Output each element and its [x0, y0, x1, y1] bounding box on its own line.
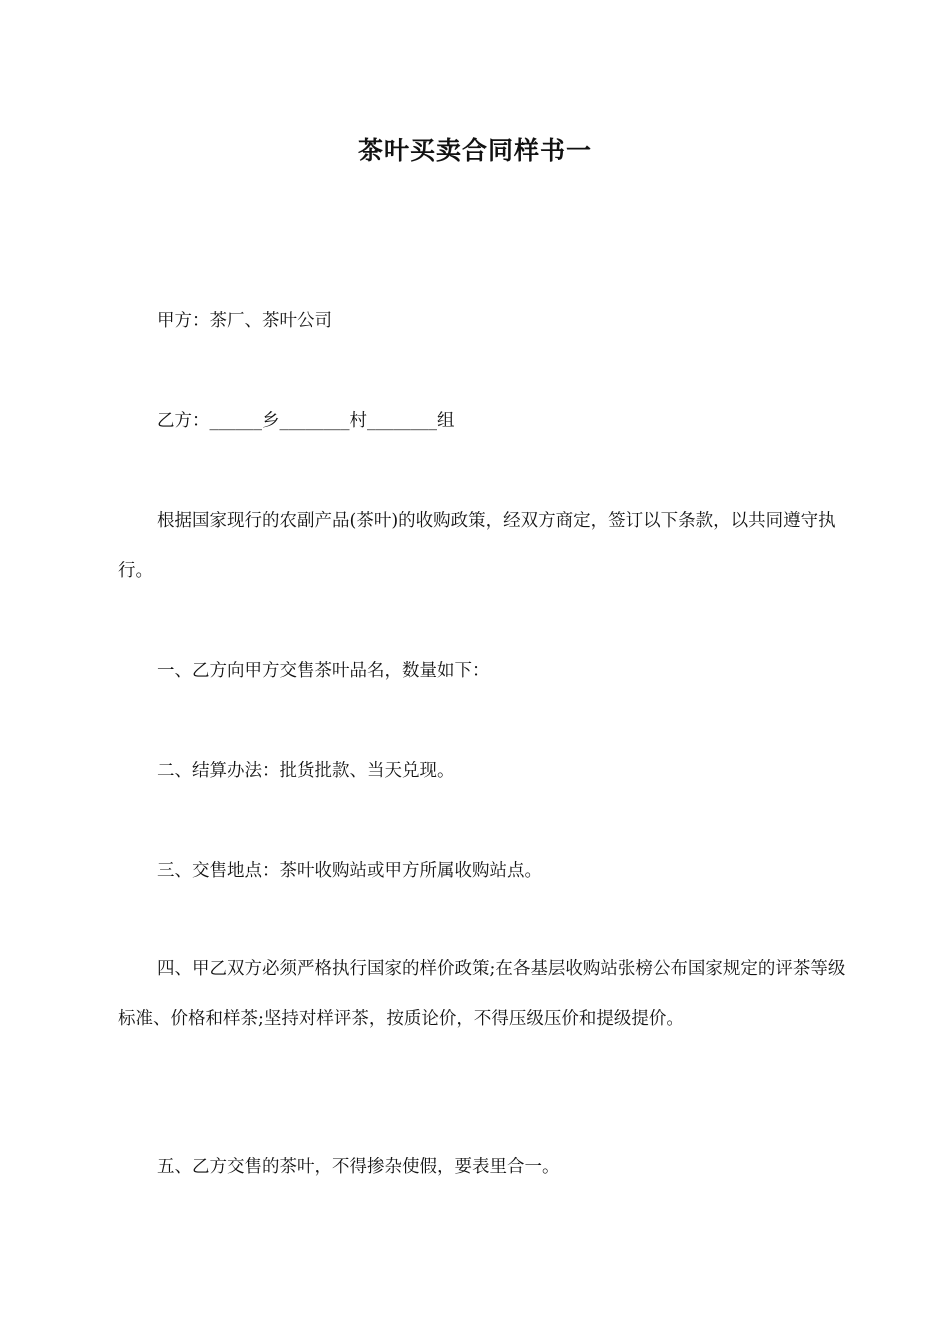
clause-4-paragraph: 四、甲乙双方必须严格执行国家的样价政策;在各基层收购站张榜公布国家规定的评茶等级标准、价格和样茶;坚持对样评茶，按质论价，不得压级压价和提级提价。 — [118, 959, 846, 1029]
clause-5-paragraph: 五、乙方交售的茶叶，不得掺杂使假，要表里合一。 — [157, 1157, 560, 1177]
clause-2-paragraph: 二、结算办法：批货批款、当天兑现。 — [157, 761, 455, 781]
clause-3-paragraph: 三、交售地点：茶叶收购站或甲方所属收购站点。 — [157, 861, 542, 881]
party-b-line: 乙方：______乡________村________组 — [157, 411, 455, 431]
party-a-line: 甲方：茶厂、茶叶公司 — [157, 311, 332, 331]
document-title: 茶叶买卖合同样书一 — [357, 136, 592, 165]
clause-1-paragraph: 一、乙方向甲方交售茶叶品名，数量如下： — [157, 661, 490, 681]
preamble-paragraph: 根据国家现行的农副产品(茶叶)的收购政策，经双方商定，签订以下条款，以共同遵守执行。 — [118, 511, 836, 581]
